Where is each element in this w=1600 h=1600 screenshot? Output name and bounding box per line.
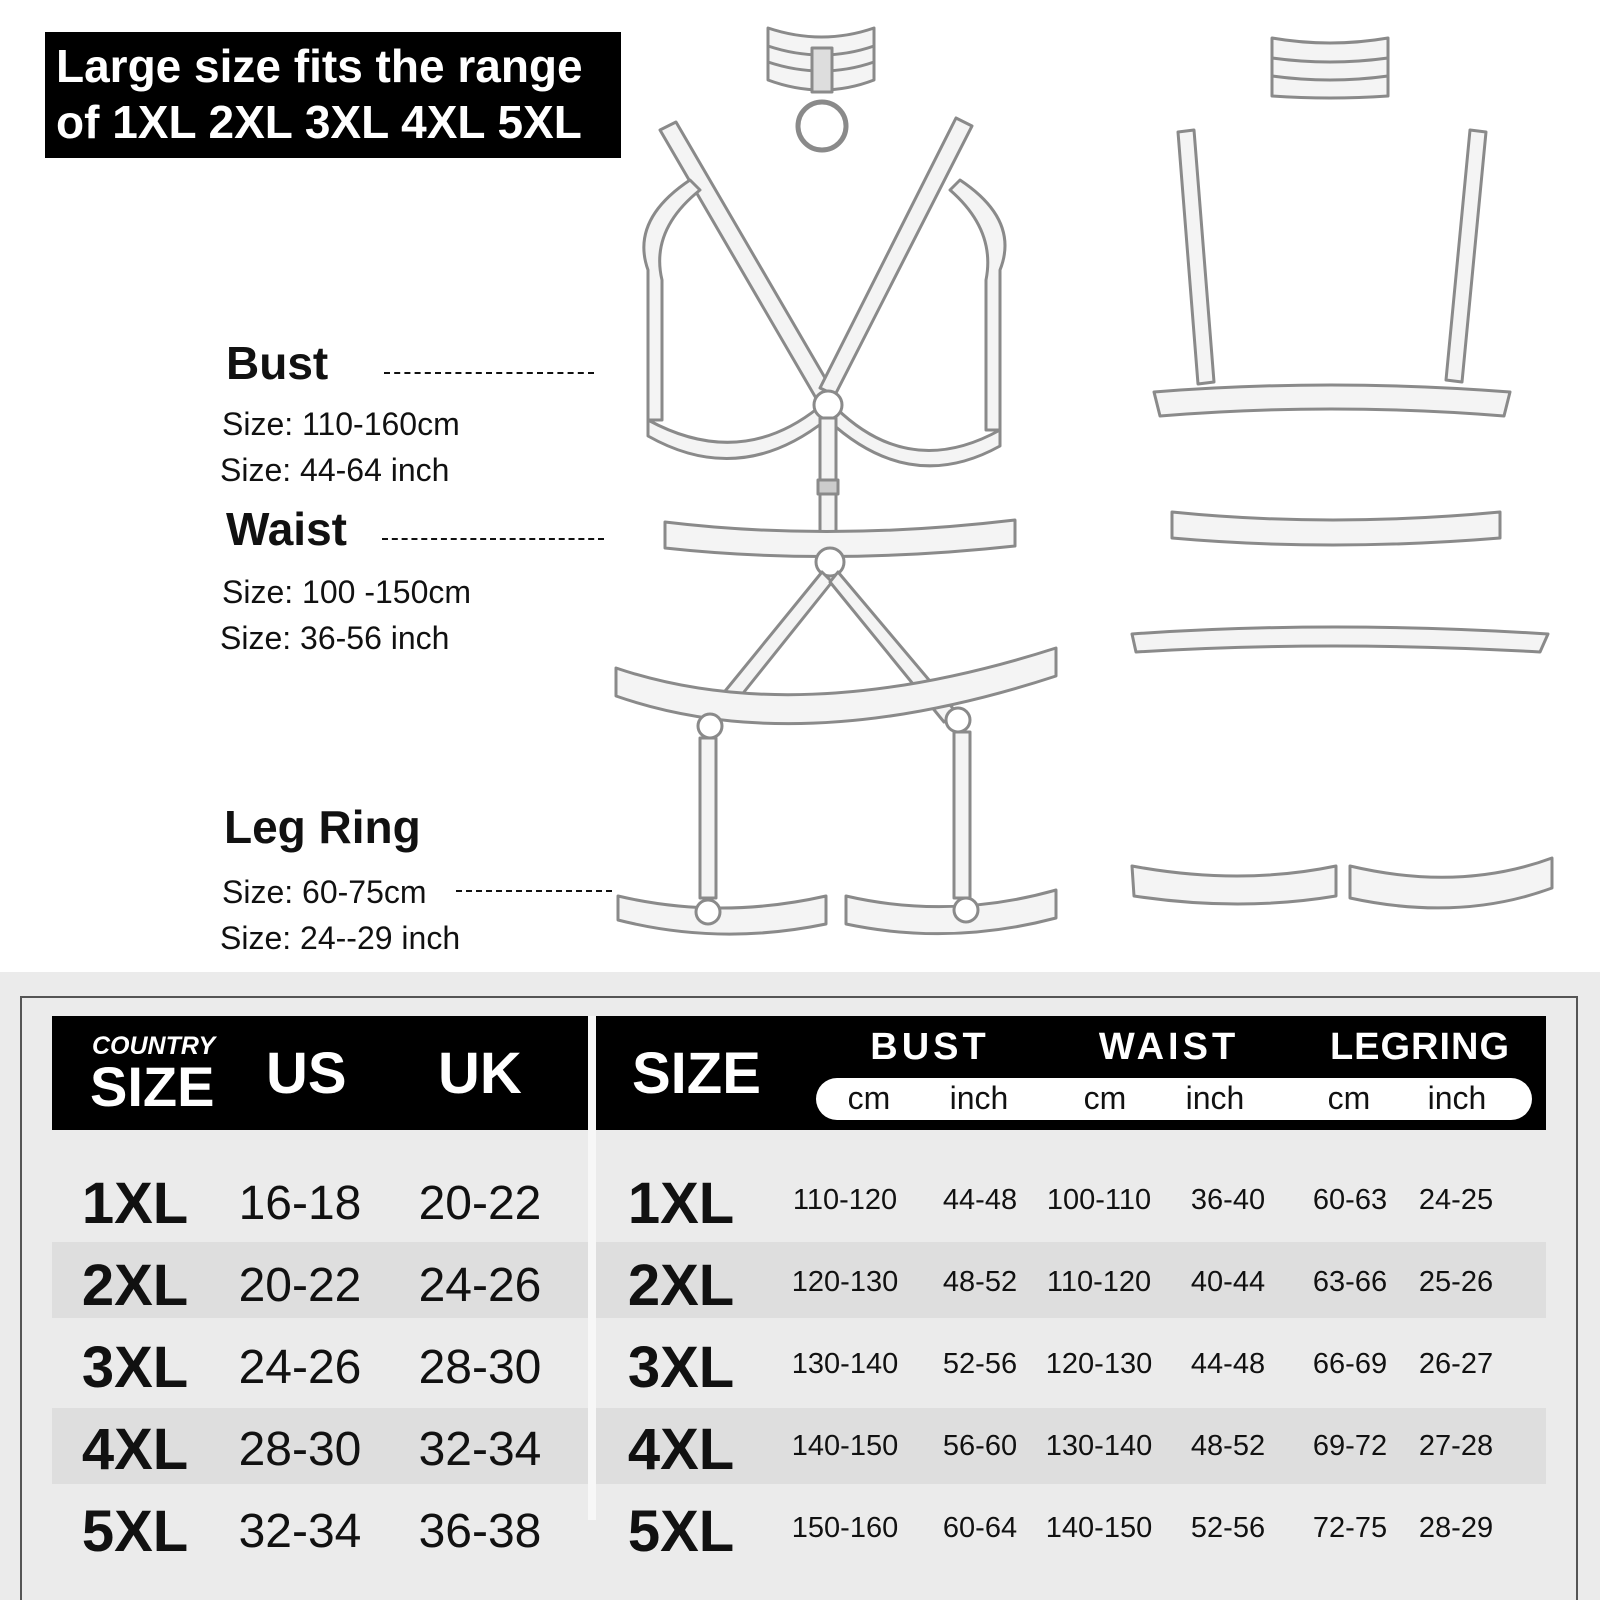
uk-cell: 24-26 bbox=[418, 1259, 542, 1312]
waist-size-inch: Size: 36-56 inch bbox=[220, 620, 450, 656]
waist-cm-cell: 100-110 bbox=[1046, 1184, 1152, 1216]
legring-inch-cell: 25-26 bbox=[1418, 1266, 1494, 1298]
uk-cell: 36-38 bbox=[418, 1505, 542, 1558]
bust-size-inch: Size: 44-64 inch bbox=[220, 452, 450, 488]
country-label: COUNTRY bbox=[92, 1032, 216, 1060]
leg-ring-label: Leg Ring bbox=[224, 801, 421, 853]
hip-front bbox=[616, 572, 1056, 934]
us-cell: 28-30 bbox=[238, 1423, 362, 1476]
size-range-banner bbox=[45, 32, 621, 158]
waist-inch-cell: 48-52 bbox=[1190, 1430, 1266, 1462]
bust-cm-cell: 150-160 bbox=[791, 1512, 899, 1544]
table-divider bbox=[588, 1016, 596, 1520]
unit-waist-cm: cm bbox=[1083, 1080, 1127, 1116]
legring-cm-cell: 60-63 bbox=[1312, 1184, 1388, 1216]
bra-front bbox=[644, 118, 1005, 548]
us-cell: 24-26 bbox=[238, 1341, 362, 1394]
us-cell: 20-22 bbox=[238, 1259, 362, 1312]
waist-cm-cell: 110-120 bbox=[1046, 1266, 1152, 1298]
bust-label: Bust bbox=[226, 337, 329, 389]
waist-cm-cell: 140-150 bbox=[1045, 1512, 1153, 1544]
uk-cell: 20-22 bbox=[418, 1177, 542, 1230]
bust-inch-cell: 60-64 bbox=[942, 1512, 1018, 1544]
unit-legring-cm: cm bbox=[1327, 1080, 1371, 1116]
unit-bust-inch: inch bbox=[949, 1080, 1009, 1116]
bust-inch-cell: 52-56 bbox=[942, 1348, 1018, 1380]
waist-inch-cell: 36-40 bbox=[1190, 1184, 1266, 1216]
bust-cm-cell: 130-140 bbox=[791, 1348, 899, 1380]
us-label: US bbox=[266, 1041, 347, 1106]
right-size-cell: 4XL bbox=[627, 1417, 735, 1482]
bust-dash-line bbox=[384, 372, 594, 374]
banner-line-1: Large size fits the range bbox=[56, 40, 583, 92]
uk-label: UK bbox=[438, 1041, 522, 1106]
bust-cm-cell: 110-120 bbox=[792, 1184, 898, 1216]
uk-cell: 32-34 bbox=[418, 1423, 542, 1476]
leg-ring-size-inch: Size: 24--29 inch bbox=[220, 920, 461, 956]
choker-front bbox=[768, 28, 874, 150]
left-size-cell: 4XL bbox=[81, 1417, 189, 1482]
left-size-cell: 5XL bbox=[81, 1499, 189, 1564]
bust-cm-cell: 120-130 bbox=[791, 1266, 899, 1298]
us-cell: 32-34 bbox=[238, 1505, 362, 1558]
bust-size-cm: Size: 110-160cm bbox=[222, 406, 460, 442]
right-size-label: SIZE bbox=[632, 1041, 761, 1106]
bust-inch-cell: 56-60 bbox=[942, 1430, 1018, 1462]
unit-waist-inch: inch bbox=[1185, 1080, 1245, 1116]
right-size-cell: 3XL bbox=[627, 1335, 735, 1400]
legring-inch-cell: 28-29 bbox=[1418, 1512, 1494, 1544]
left-size-cell: 1XL bbox=[81, 1171, 189, 1236]
legring-cm-cell: 63-66 bbox=[1312, 1266, 1388, 1298]
bust-inch-cell: 48-52 bbox=[942, 1266, 1018, 1298]
unit-bust-cm: cm bbox=[847, 1080, 891, 1116]
left-size-cell: 3XL bbox=[81, 1335, 189, 1400]
waist-inch-cell: 40-44 bbox=[1190, 1266, 1266, 1298]
us-cell: 16-18 bbox=[238, 1177, 362, 1230]
legring-cm-cell: 72-75 bbox=[1312, 1512, 1388, 1544]
legring-header: LEGRING bbox=[1329, 1026, 1511, 1068]
legring-inch-cell: 24-25 bbox=[1418, 1184, 1494, 1216]
waist-size-cm: Size: 100 -150cm bbox=[222, 574, 472, 610]
waist-inch-cell: 44-48 bbox=[1190, 1348, 1266, 1380]
waist-dash-line bbox=[382, 538, 604, 540]
waist-cm-cell: 120-130 bbox=[1045, 1348, 1153, 1380]
right-size-cell: 5XL bbox=[627, 1499, 735, 1564]
unit-legring-inch: inch bbox=[1427, 1080, 1487, 1116]
bust-inch-cell: 44-48 bbox=[942, 1184, 1018, 1216]
right-size-cell: 2XL bbox=[627, 1253, 735, 1318]
waist-inch-cell: 52-56 bbox=[1190, 1512, 1266, 1544]
legring-cm-cell: 69-72 bbox=[1312, 1430, 1388, 1462]
legring-inch-cell: 26-27 bbox=[1418, 1348, 1494, 1380]
bust-cm-cell: 140-150 bbox=[791, 1430, 899, 1462]
leg-ring-size-cm: Size: 60-75cm bbox=[222, 874, 427, 910]
left-size-cell: 2XL bbox=[81, 1253, 189, 1318]
waist-cm-cell: 130-140 bbox=[1045, 1430, 1153, 1462]
country-size-label: SIZE bbox=[90, 1055, 215, 1118]
harness-back bbox=[1132, 38, 1552, 908]
legring-inch-cell: 27-28 bbox=[1418, 1430, 1494, 1462]
uk-cell: 28-30 bbox=[418, 1341, 542, 1394]
waist-header: WAIST bbox=[1098, 1026, 1240, 1068]
banner-line-2: of 1XL 2XL 3XL 4XL 5XL bbox=[56, 96, 582, 148]
waist-label: Waist bbox=[226, 503, 347, 555]
bust-header: BUST bbox=[870, 1026, 990, 1068]
leg-ring-dash-line bbox=[456, 890, 612, 892]
right-size-cell: 1XL bbox=[627, 1171, 735, 1236]
legring-cm-cell: 66-69 bbox=[1312, 1348, 1388, 1380]
